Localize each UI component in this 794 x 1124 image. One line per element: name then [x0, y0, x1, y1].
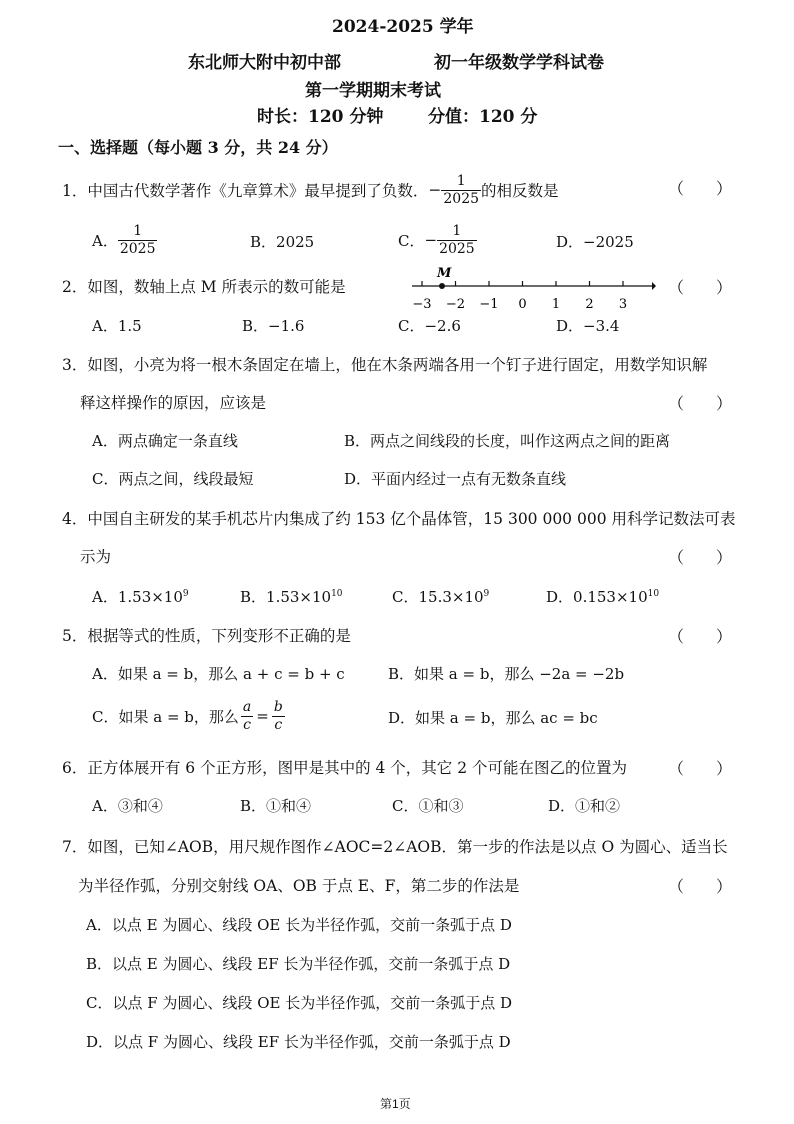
answer-paren-1[interactable]: （ ） [668, 179, 733, 198]
q6-option-a[interactable]: A．③和④ [92, 797, 163, 815]
q6-option-d[interactable]: D．①和② [548, 797, 621, 815]
question-3-stem-line1: 3．如图，小亮为将一根木条固定在墙上，他在木条两端各用一个钉子进行固定，用数学知识解 [62, 356, 708, 374]
q4-d-exp: 10 [647, 589, 660, 599]
point-m-marker [439, 283, 445, 289]
q5-c-frac1 [241, 699, 253, 734]
question-1-stem [62, 168, 559, 212]
answer-paren-5[interactable]: （ ） [668, 627, 733, 646]
q2-option-d[interactable]: D．−3.4 [556, 317, 620, 335]
question-2-stem: 2．如图，数轴上点 M 所表示的数可能是 [62, 278, 346, 296]
q1-stem-a: 1．中国古代数学著作《九章算术》最早提到了负数． [62, 182, 429, 200]
q5-c-eq: = [256, 707, 269, 725]
q1-a-num: 1 [118, 223, 158, 241]
q3-option-a[interactable]: A．两点确定一条直线 [92, 432, 238, 450]
q1-c-label: C． [398, 231, 425, 250]
q3-option-b[interactable]: B．两点之间线段的长度，叫作这两点之间的距离 [344, 432, 671, 450]
q1-c-den: 2025 [439, 240, 475, 257]
q2-option-a[interactable]: A．1.5 [92, 317, 142, 335]
q5-c-text: C．如果 a = b，那么 [92, 707, 239, 726]
number-line-tick-label: −3 [412, 297, 432, 312]
q5-c-num2: b [273, 698, 283, 715]
answer-paren-7[interactable]: （ ） [668, 877, 733, 896]
q5-option-b[interactable]: B．如果 a = b，那么 −2a = −2b [388, 665, 625, 683]
number-line-tick-label: 3 [618, 297, 628, 312]
q3-option-c[interactable]: C．两点之间，线段最短 [92, 470, 254, 488]
q4-d-text: D．0.153×10 [546, 588, 648, 606]
number-line-tick-label: −2 [445, 297, 466, 312]
q1-c-fraction [437, 223, 477, 258]
question-5-stem: 5．根据等式的性质，下列变形不正确的是 [62, 627, 351, 645]
point-m-label: M [437, 266, 452, 281]
q1-c-minus: − [424, 231, 438, 249]
number-line-tick-label: 0 [518, 297, 527, 312]
q5-option-d[interactable]: D．如果 a = b，那么 ac = bc [388, 709, 598, 727]
q1-frac-den: 2025 [443, 190, 480, 207]
q1-a-label: A． [92, 231, 118, 250]
question-6-stem: 6．正方体展开有 6 个正方形，图甲是其中的 4 个，其它 2 个可能在图乙的位置为 [62, 759, 628, 777]
q1-option-c[interactable] [398, 218, 477, 262]
question-7-stem-line1: 7．如图，已知∠AOB，用尺规作图作∠AOC=2∠AOB．第一步的作法是以点 O 为圆心、适当长 [62, 838, 728, 856]
q5-c-frac2 [272, 699, 285, 734]
answer-paren-4[interactable]: （ ） [668, 548, 733, 567]
exam-subject: 初一年级数学学科试卷 [434, 53, 604, 73]
q5-option-a[interactable]: A．如果 a = b，那么 a + c = b + c [92, 665, 345, 683]
number-line-figure [404, 264, 656, 316]
q2-option-b[interactable]: B．−1.6 [242, 317, 305, 335]
q4-a-text: A．1.53×10 [92, 588, 183, 606]
q5-c-den2: c [274, 716, 283, 733]
question-4-stem-line2: 示为 [80, 548, 112, 566]
answer-paren-2[interactable]: （ ） [668, 278, 733, 297]
q4-c-exp: 9 [483, 589, 490, 599]
exam-duration: 时长：120 分钟 [257, 107, 384, 127]
school-name: 东北师大附中初中部 [188, 53, 341, 73]
q6-option-b[interactable]: B．①和④ [240, 797, 312, 815]
q4-a-exp: 9 [182, 589, 189, 599]
q4-option-a[interactable] [92, 586, 189, 607]
section-title: 一、选择题（每小题 3 分，共 24 分） [58, 138, 338, 157]
exam-year: 2024-2025 学年 [332, 17, 474, 37]
q1-a-den: 2025 [119, 240, 156, 257]
page-number: 第1页 [380, 1097, 411, 1111]
q1-fraction [441, 173, 481, 208]
number-line-tick-label: 1 [551, 297, 561, 312]
q3-option-d[interactable]: D．平面内经过一点有无数条直线 [344, 470, 567, 488]
q1-option-b[interactable]: B．2025 [250, 233, 315, 251]
q5-option-c[interactable] [92, 694, 285, 738]
q7-option-a[interactable]: A．以点 E 为圆心、线段 OE 长为半径作弧，交前一条弧于点 D [86, 916, 512, 934]
q2-option-c[interactable]: C．−2.6 [398, 317, 461, 335]
q5-c-num1: a [242, 698, 252, 715]
answer-paren-6[interactable]: （ ） [668, 759, 733, 778]
number-line-tick-label: 2 [585, 297, 594, 312]
number-line-arrow [652, 282, 656, 290]
q1-option-a[interactable] [92, 218, 157, 262]
q1-stem-b: 的相反数是 [481, 182, 559, 200]
q7-option-d[interactable]: D．以点 F 为圆心、线段 EF 长为半径作弧，交前一条弧于点 D [86, 1033, 511, 1051]
question-7-stem-line2: 为半径作弧，分别交射线 OA、OB 于点 E、F，第二步的作法是 [78, 877, 520, 895]
q4-c-text: C．15.3×10 [392, 588, 484, 606]
q6-option-c[interactable]: C．①和③ [392, 797, 464, 815]
q1-minus: − [428, 181, 442, 199]
q1-a-fraction [118, 223, 158, 258]
q1-frac-num: 1 [441, 173, 481, 191]
question-3-stem-line2: 释这样操作的原因，应该是 [80, 394, 267, 412]
question-4-stem-line1: 4．中国自主研发的某手机芯片内集成了约 153 亿个晶体管，15 300 000 000 用科学记数法可表 [62, 510, 736, 528]
q4-b-exp: 10 [331, 589, 343, 599]
q4-option-d[interactable] [546, 586, 659, 607]
q4-b-text: B．1.53×10 [240, 588, 332, 606]
number-line-tick-label: −1 [479, 297, 499, 312]
q7-option-c[interactable]: C．以点 F 为圆心、线段 OE 长为半径作弧，交前一条弧于点 D [86, 994, 513, 1012]
q1-option-d[interactable]: D．−2025 [556, 233, 634, 251]
q1-c-num: 1 [437, 223, 477, 241]
answer-paren-3[interactable]: （ ） [668, 394, 733, 413]
q4-option-c[interactable] [392, 586, 489, 607]
q4-option-b[interactable] [240, 586, 343, 607]
q7-option-b[interactable]: B．以点 E 为圆心、线段 EF 长为半径作弧，交前一条弧于点 D [86, 955, 511, 973]
exam-score: 分值：120 分 [428, 107, 538, 127]
q5-c-den1: c [243, 716, 251, 733]
exam-term: 第一学期期末考试 [305, 81, 441, 101]
